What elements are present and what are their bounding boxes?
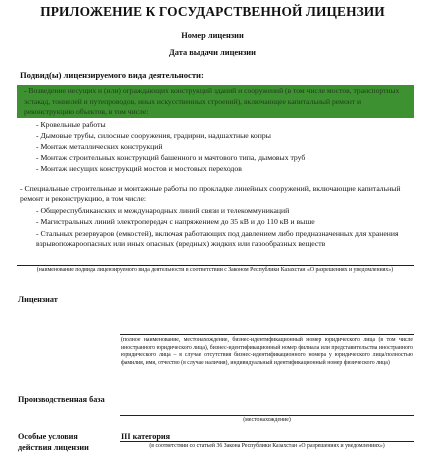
document-title: ПРИЛОЖЕНИЕ К ГОСУДАРСТВЕННОЙ ЛИЦЕНЗИИ bbox=[40, 4, 385, 19]
licensee-label: Лицензиат bbox=[18, 295, 58, 304]
category-note: (в соответствии со статьей 36 Закона Республики Казахстан «О разрешениях и уведомлениях») bbox=[149, 443, 385, 449]
list-item: - Общереспубликанских и международных линий связи и телекоммуникаций bbox=[36, 206, 290, 215]
list-item: - Стальных резервуаров (емкостей), включая работающих под давлением либо предназначенных для хранения взрывопожароопасных или иных опасных (вредных) жидких или газообразных веществ bbox=[36, 229, 399, 248]
divider bbox=[17, 265, 414, 266]
production-base-label: Производственная база bbox=[18, 395, 105, 404]
conditions-label-line1: Особые условия bbox=[18, 432, 78, 441]
license-number-label: Номер лицензии bbox=[181, 31, 244, 40]
divider bbox=[120, 334, 414, 335]
subtype-note: (наименование подвида лицензируемого вида деятельности в соответствии с Законом Республики Казахстан «О разрешениях и уведомлениях») bbox=[36, 267, 394, 273]
list-item: - Монтаж строительных конструкций башенного и мачтового типа, дымовых труб bbox=[36, 153, 306, 162]
divider bbox=[120, 415, 414, 416]
category-value: III категория bbox=[121, 432, 171, 441]
divider bbox=[120, 441, 414, 442]
issue-date-label: Дата выдачи лицензии bbox=[169, 48, 256, 57]
group2-list bbox=[36, 206, 416, 249]
list-item: - Дымовые трубы, силосные сооружения, градирни, надшахтные копры bbox=[36, 131, 271, 140]
location-note: (местонахождение) bbox=[243, 417, 291, 423]
list-item: - Кровельные работы bbox=[36, 120, 106, 129]
group1-list bbox=[36, 120, 411, 175]
licensee-note: (полное наименование, местонахождение, бизнес-идентификационный номер юридического лица (в том числе иностранного юридического лица), бизнес-идентификационный номер филиала или представительства иностранного юридического лица – в случае отсутствия бизнес-идентификационного номера у юридического лица/полностью фамилия, имя, отчество (в случае наличия), индивидуальный идентификационный номер физического лица) bbox=[121, 337, 413, 366]
conditions-label-line2: действия лицензии bbox=[18, 443, 89, 452]
list-item: - Магистральных линий электропередач с напряжением до 35 кВ и до 110 кВ и выше bbox=[36, 217, 315, 226]
highlighted-item: - Возведение несущих и (или) ограждающих конструкций зданий и сооружений (в том числе мостов, транспортных эстакад, тоннелей и путепроводов, иных искусственных строений), включающее капитальный ремонт и реконструкцию объектов, в том числе: bbox=[24, 86, 400, 116]
group2-header: - Специальные строительные и монтажные работы по прокладке линейных сооружений, включающие капитальный ремонт и реконструкцию, в том числе: bbox=[20, 184, 401, 203]
list-item: - Монтаж металлических конструкций bbox=[36, 142, 163, 151]
subtypes-header: Подвид(ы) лицензируемого вида деятельности: bbox=[20, 70, 204, 80]
list-item: - Монтаж несущих конструкций мостов и мостовых переходов bbox=[36, 164, 242, 173]
